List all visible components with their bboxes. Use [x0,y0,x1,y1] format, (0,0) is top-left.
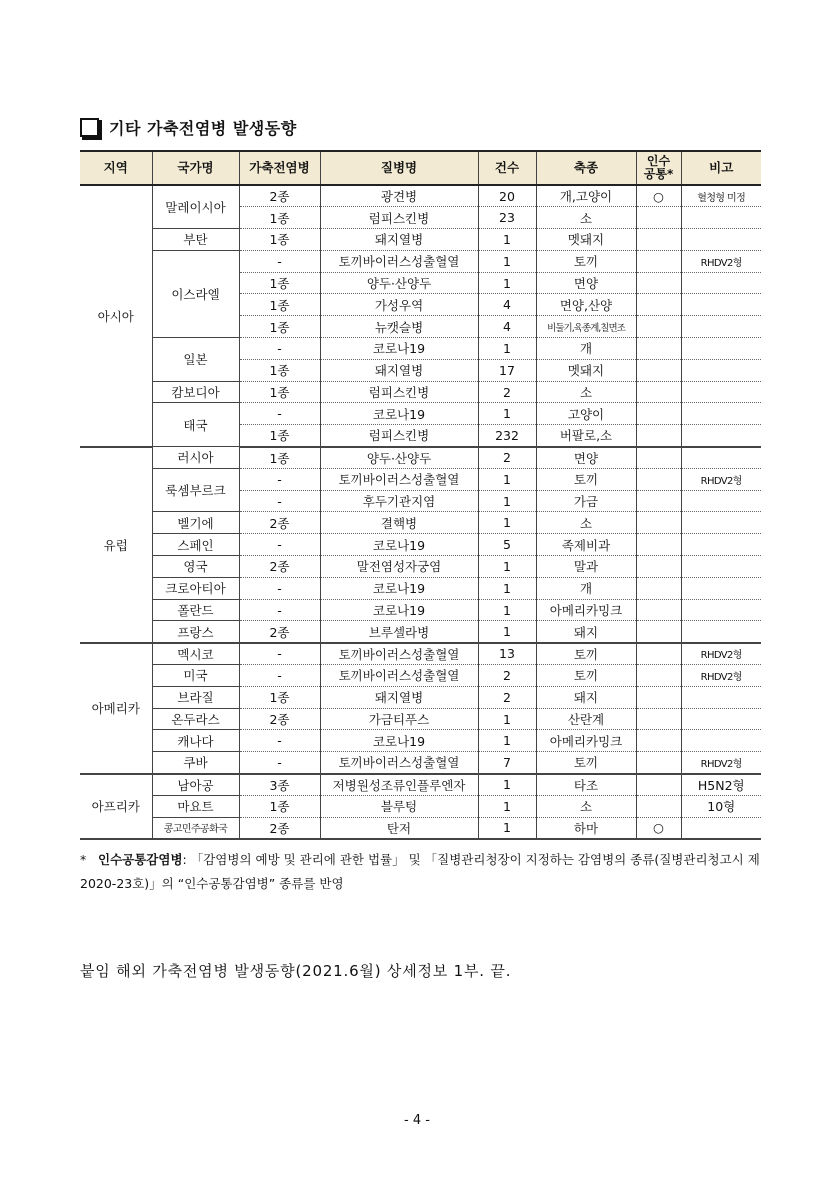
cell-country: 브라질 [152,686,239,708]
cell-zoonosis [636,468,681,490]
table-row [80,534,761,556]
cell-country: 콩고민주공화국 [152,817,239,839]
cell-category: 2종 [239,556,320,578]
cell-country: 온두라스 [152,708,239,730]
cell-species: 타조 [536,774,636,796]
cell-category: - [239,468,320,490]
cell-species: 토끼 [536,250,636,272]
cell-count: 5 [478,534,536,556]
table-row [80,817,761,839]
outbreak-table [80,150,761,840]
cell-category: 1종 [239,447,320,469]
header-region: 지역 [80,151,152,185]
cell-species: 산란계 [536,708,636,730]
cell-zoonosis [636,250,681,272]
table-row [80,708,761,730]
cell-country: 영국 [152,556,239,578]
table-row [80,621,761,643]
cell-disease: 코로나19 [320,338,478,360]
cell-zoonosis [636,403,681,425]
table-row [80,795,761,817]
cell-count: 2 [478,665,536,687]
cell-count: 1 [478,577,536,599]
cell-zoonosis [636,359,681,381]
header-zoonosis: 인수 공통* [636,151,681,185]
cell-disease: 토끼바이러스성출혈열 [320,250,478,272]
footnote-term: 인수공통감염병 [98,852,183,867]
table-row [80,403,761,425]
cell-region: 아시아 [80,185,152,447]
cell-zoonosis [636,752,681,774]
cell-disease: 토끼바이러스성출혈열 [320,643,478,665]
cell-category: 1종 [239,316,320,338]
cell-species: 아메리카밍크 [536,730,636,752]
cell-species: 비둘기,육종계,칠면조 [536,316,636,338]
table-row [80,556,761,578]
cell-species: 멧돼지 [536,359,636,381]
cell-zoonosis [636,795,681,817]
cell-remark [681,316,761,338]
cell-disease: 말전염성자궁염 [320,556,478,578]
cell-category: 2종 [239,512,320,534]
cell-remark [681,207,761,229]
cell-zoonosis [636,425,681,447]
cell-count: 1 [478,774,536,796]
cell-zoonosis [636,294,681,316]
cell-species: 돼지 [536,621,636,643]
cell-disease: 토끼바이러스성출혈열 [320,752,478,774]
cell-remark: RHDV2형 [681,665,761,687]
cell-disease: 돼지열병 [320,359,478,381]
cell-disease: 뉴캣슬병 [320,316,478,338]
cell-species: 토끼 [536,643,636,665]
cell-disease: 럼피스킨병 [320,381,478,403]
table-row [80,577,761,599]
cell-country: 프랑스 [152,621,239,643]
cell-remark [681,229,761,251]
cell-country: 쿠바 [152,752,239,774]
header-count: 건수 [478,151,536,185]
cell-count: 4 [478,294,536,316]
cell-remark: RHDV2형 [681,468,761,490]
cell-remark [681,599,761,621]
cell-country: 일본 [152,338,239,382]
cell-count: 2 [478,381,536,403]
footnote [80,848,770,896]
cell-species: 토끼 [536,665,636,687]
cell-country: 룩셈부르크 [152,468,239,512]
cell-category: - [239,665,320,687]
cell-zoonosis [636,577,681,599]
cell-remark [681,447,761,469]
table-row [80,752,761,774]
cell-disease: 광견병 [320,185,478,207]
cell-species: 토끼 [536,752,636,774]
table-row [80,229,761,251]
cell-count: 1 [478,250,536,272]
table-row [80,686,761,708]
footnote-text: : 「감염병의 예방 및 관리에 관한 법률」 및 「질병관리청장이 지정하는 감염병의 종류(질병관리청고시 제2020-23호)」의 “인수공통감염병” 종류를 반영 [80,852,760,891]
section-heading [80,116,297,139]
cell-remark [681,425,761,447]
cell-region: 유럽 [80,447,152,643]
cell-remark [681,534,761,556]
cell-category: 1종 [239,229,320,251]
cell-disease: 코로나19 [320,534,478,556]
cell-category: 1종 [239,425,320,447]
cell-species: 멧돼지 [536,229,636,251]
header-species: 축종 [536,151,636,185]
cell-disease: 가금티푸스 [320,708,478,730]
attachment-line: 붙임 해외 가축전염병 발생동향(2021.6월) 상세정보 1부. 끝. [80,962,512,980]
header-country: 국가명 [152,151,239,185]
cell-species: 소 [536,207,636,229]
cell-species: 고양이 [536,403,636,425]
cell-category: - [239,338,320,360]
cell-disease: 코로나19 [320,730,478,752]
cell-count: 2 [478,447,536,469]
cell-zoonosis: ○ [636,817,681,839]
cell-remark: RHDV2형 [681,643,761,665]
cell-zoonosis [636,730,681,752]
cell-count: 1 [478,272,536,294]
table-row [80,599,761,621]
cell-zoonosis [636,534,681,556]
cell-country: 태국 [152,403,239,447]
cell-category: - [239,577,320,599]
cell-country: 이스라엘 [152,250,239,337]
cell-count: 1 [478,468,536,490]
cell-zoonosis [636,316,681,338]
cell-zoonosis [636,381,681,403]
cell-species: 돼지 [536,686,636,708]
cell-species: 개 [536,338,636,360]
cell-remark [681,359,761,381]
cell-disease: 블루텅 [320,795,478,817]
cell-zoonosis [636,774,681,796]
cell-count: 1 [478,229,536,251]
cell-zoonosis [636,490,681,512]
cell-country: 미국 [152,665,239,687]
cell-remark [681,381,761,403]
cell-species: 가금 [536,490,636,512]
cell-species: 소 [536,795,636,817]
cell-country: 폴란드 [152,599,239,621]
table-row [80,643,761,665]
cell-category: - [239,752,320,774]
cell-category: 2종 [239,708,320,730]
cell-disease: 돼지열병 [320,229,478,251]
cell-category: 1종 [239,207,320,229]
cell-disease: 코로나19 [320,577,478,599]
cell-disease: 럼피스킨병 [320,425,478,447]
cell-country: 캐나다 [152,730,239,752]
cell-country: 멕시코 [152,643,239,665]
cell-region: 아메리카 [80,643,152,774]
cell-disease: 양두·산양두 [320,272,478,294]
table-row [80,381,761,403]
section-title: 기타 가축전염병 발생동향 [109,119,297,138]
cell-disease: 후두기관지염 [320,490,478,512]
cell-disease: 돼지열병 [320,686,478,708]
table-row [80,512,761,534]
cell-disease: 탄저 [320,817,478,839]
cell-category: - [239,250,320,272]
cell-remark [681,272,761,294]
cell-category: - [239,643,320,665]
cell-category: 1종 [239,381,320,403]
cell-category: 3종 [239,774,320,796]
cell-zoonosis: ○ [636,185,681,207]
cell-count: 23 [478,207,536,229]
cell-disease: 저병원성조류인플루엔자 [320,774,478,796]
cell-species: 토끼 [536,468,636,490]
cell-species: 말과 [536,556,636,578]
cell-count: 1 [478,556,536,578]
cell-count: 17 [478,359,536,381]
cell-zoonosis [636,447,681,469]
page-number: - 4 - [404,1113,430,1128]
header-remark: 비고 [681,151,761,185]
cell-category: - [239,599,320,621]
cell-zoonosis [636,708,681,730]
footnote-star: * [80,852,87,867]
cell-category: 2종 [239,817,320,839]
cell-disease: 토끼바이러스성출혈열 [320,468,478,490]
cell-country: 마요트 [152,795,239,817]
table-row [80,730,761,752]
cell-zoonosis [636,643,681,665]
cell-count: 20 [478,185,536,207]
cell-zoonosis [636,686,681,708]
cell-category: 2종 [239,621,320,643]
cell-disease: 양두·산양두 [320,447,478,469]
cell-species: 버팔로,소 [536,425,636,447]
cell-country: 남아공 [152,774,239,796]
cell-category: - [239,730,320,752]
cell-country: 부탄 [152,229,239,251]
checkbox-square-icon [80,118,99,137]
cell-count: 1 [478,795,536,817]
cell-remark [681,708,761,730]
cell-disease: 코로나19 [320,403,478,425]
cell-category: - [239,534,320,556]
cell-count: 232 [478,425,536,447]
table-row [80,185,761,207]
cell-zoonosis [636,272,681,294]
cell-country: 캄보디아 [152,381,239,403]
cell-category: 1종 [239,272,320,294]
cell-remark [681,817,761,839]
cell-count: 1 [478,817,536,839]
cell-remark: RHDV2형 [681,752,761,774]
table-row [80,468,761,490]
cell-remark [681,294,761,316]
cell-zoonosis [636,338,681,360]
cell-count: 2 [478,686,536,708]
cell-remark [681,338,761,360]
cell-remark [681,730,761,752]
cell-disease: 럼피스킨병 [320,207,478,229]
cell-category: 1종 [239,795,320,817]
cell-remark [681,512,761,534]
table-row [80,338,761,360]
cell-count: 1 [478,730,536,752]
table-row [80,774,761,796]
cell-zoonosis [636,512,681,534]
cell-country: 벨기에 [152,512,239,534]
cell-species: 아메리카밍크 [536,599,636,621]
cell-remark [681,556,761,578]
cell-remark: 혈청형 미정 [681,185,761,207]
cell-species: 족제비과 [536,534,636,556]
cell-category: 2종 [239,185,320,207]
cell-remark [681,577,761,599]
header-disease: 질병명 [320,151,478,185]
cell-count: 1 [478,490,536,512]
cell-disease: 가성우역 [320,294,478,316]
cell-category: 1종 [239,294,320,316]
cell-species: 소 [536,381,636,403]
cell-remark: 10형 [681,795,761,817]
cell-category: 1종 [239,359,320,381]
cell-species: 면양 [536,447,636,469]
cell-species: 개,고양이 [536,185,636,207]
cell-remark: H5N2형 [681,774,761,796]
cell-disease: 브루셀라병 [320,621,478,643]
cell-category: - [239,403,320,425]
cell-category: 1종 [239,686,320,708]
cell-remark [681,490,761,512]
cell-species: 면양,산양 [536,294,636,316]
cell-species: 개 [536,577,636,599]
cell-country: 말레이시아 [152,185,239,229]
cell-remark [681,621,761,643]
header-category: 가축전염병 [239,151,320,185]
cell-zoonosis [636,665,681,687]
cell-zoonosis [636,621,681,643]
cell-species: 하마 [536,817,636,839]
cell-country: 스페인 [152,534,239,556]
cell-remark [681,403,761,425]
cell-species: 면양 [536,272,636,294]
cell-count: 4 [478,316,536,338]
cell-count: 1 [478,403,536,425]
cell-count: 7 [478,752,536,774]
cell-zoonosis [636,599,681,621]
cell-remark [681,686,761,708]
cell-count: 13 [478,643,536,665]
table-row [80,447,761,469]
cell-zoonosis [636,556,681,578]
cell-country: 크로아티아 [152,577,239,599]
cell-count: 1 [478,621,536,643]
cell-count: 1 [478,708,536,730]
table-row [80,250,761,272]
cell-remark: RHDV2형 [681,250,761,272]
table-row [80,665,761,687]
cell-zoonosis [636,207,681,229]
cell-region: 아프리카 [80,774,152,839]
cell-species: 소 [536,512,636,534]
table-header-row [80,151,761,185]
cell-count: 1 [478,338,536,360]
cell-category: - [239,490,320,512]
cell-country: 러시아 [152,447,239,469]
cell-zoonosis [636,229,681,251]
cell-disease: 코로나19 [320,599,478,621]
cell-disease: 토끼바이러스성출혈열 [320,665,478,687]
cell-count: 1 [478,599,536,621]
cell-count: 1 [478,512,536,534]
cell-disease: 결핵병 [320,512,478,534]
